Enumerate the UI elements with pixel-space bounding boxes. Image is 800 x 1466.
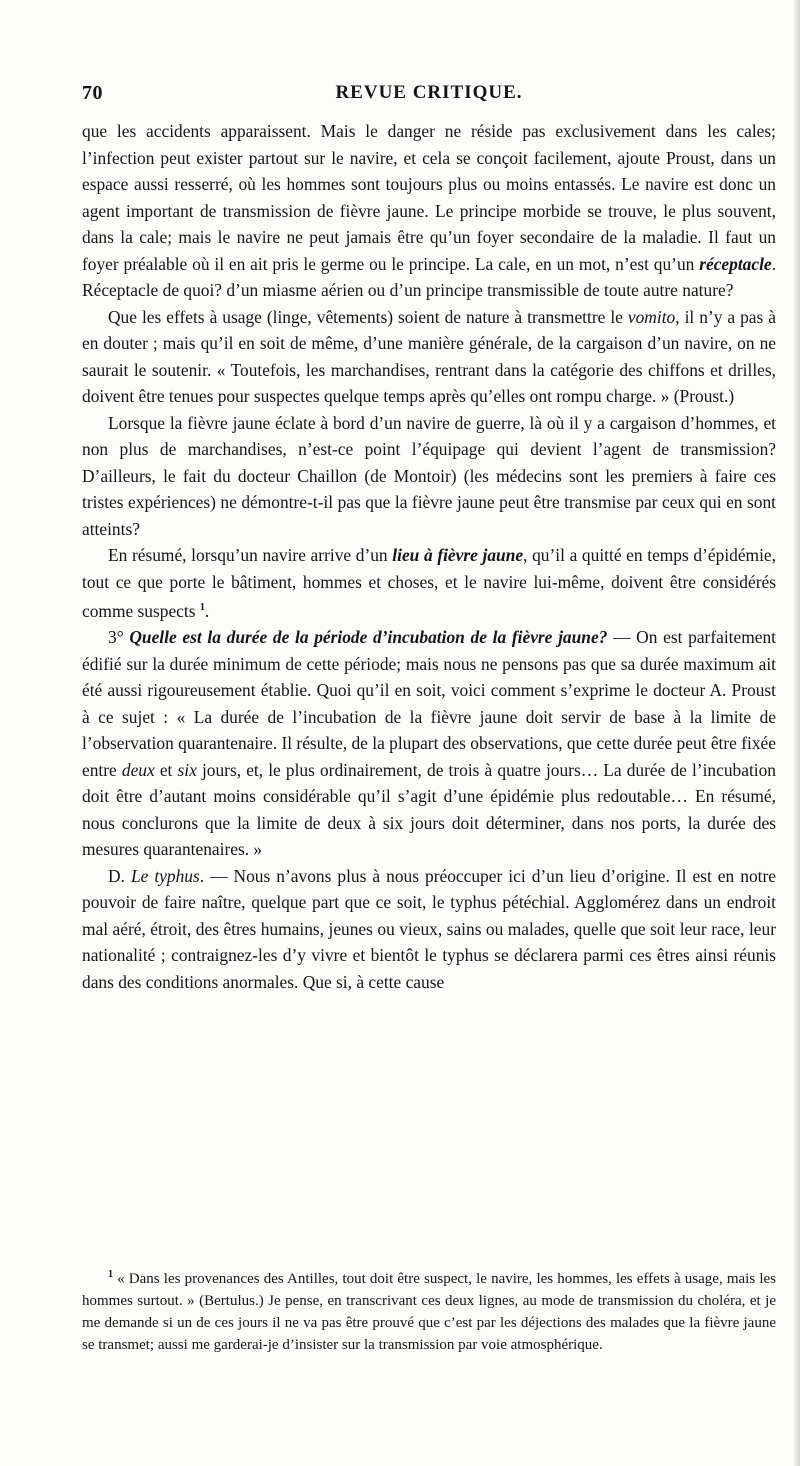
page-edge-shadow [794, 0, 800, 1466]
emphasis-lieu-fievre-jaune: lieu à fièvre jaune [392, 545, 524, 565]
footnote-text: « Dans les provenances des Antilles, tout doit être suspect, le navire, les hommes, les effets à usage, mais les hommes surtout. » (Bertulus.) Je pense, en transcrivant ces deux lignes, au mode de transmission du choléra, et je me demande si un de ces jours il ne va pas être prouvé que c’est par les déjections des malades que la fièvre jaune se transmet; aussi me garderai-je d’insister sur la transmission par voie atmosphérique. [82, 1271, 776, 1353]
paragraph-4 [82, 542, 776, 624]
paragraph-3 [82, 410, 776, 543]
text-segment: . Réceptacle de quoi? d’un miasme aérien ou d’un principe transmissible de toute autre nature? [82, 253, 776, 300]
page-number: 70 [82, 82, 103, 104]
text-segment: que les accidents apparaissent. Mais le danger ne réside pas exclusivement dans les cales; l’infection peut exister partout sur le navire, et cela se conçoit facilement, ajoute Proust, dans un espace aussi resserré, où les hommes sont toujours plus ou moins entassés. Le navire est donc un agent important de transmission de fièvre jaune. Le principe morbide se trouve, le plus souvent, dans la cale; mais le navire ne peut jamais être qu’un foyer secondaire de la maladie. Il faut un foyer préalable où il en ait pris le germe ou le principe. La cale, en un mot, n’est qu’un [82, 121, 776, 274]
text-segment: Que les effets à usage (linge, vêtements) soient de nature à transmettre le [108, 306, 628, 327]
text-segment: , qu’il a quitté en temps d’épidémie, tout ce que porte le bâtiment, hommes et choses, et le navire lui-même, doivent être considérés comme suspects [82, 545, 776, 621]
footnote-1 [82, 1264, 776, 1356]
section-title-typhus: Le typhus [130, 865, 200, 886]
paragraph-2 [82, 304, 776, 410]
paragraph-5 [82, 624, 776, 863]
text-segment: . [204, 600, 210, 621]
text-segment: , il n’y a pas à en douter ; mais qu’il en soit de même, d’une manière générale, de la cargaison d’un navire, on ne saurait le soutenir. « Toutefois, les marchandises, rentrant dans la catégorie des chiffons et drilles, doivent être tenues pour suspectes quelque temps après qu’elles ont rompu charge. » (Proust.) [82, 306, 776, 406]
paragraph-6 [82, 863, 776, 996]
text-segment: Lorsque la fièvre jaune éclate à bord d’un navire de guerre, là où il y a cargaison d’hommes, et non plus de marchandises, n’est-ce point l’équipage qui devient l’agent de transmission? D’ailleurs, le fait du docteur Chaillon (de Montoir) (les médecins sont les premiers à faire ces tristes expériences) ne démontre-t-il pas que la fièvre jaune peut être transmise par ceux qui en sont atteints? [82, 412, 776, 539]
emphasis-six: six [177, 759, 197, 780]
text-segment: jours, et, le plus ordinairement, de trois à quatre jours… La durée de l’incubation doit être d’autant moins considérable qu’il s’agit d’une épidémie plus redoutable… En résumé, nous conclurons que la limite de deux à six jours doit déterminer, dans nos ports, la durée des mesures quarantenaires. » [82, 759, 777, 860]
emphasis-vomito: vomito [627, 306, 676, 327]
footnote-reference[interactable]: 1 [199, 602, 205, 613]
text-segment: En résumé, lorsqu’un navire arrive d’un [108, 545, 393, 565]
paragraph-1 [82, 118, 776, 304]
emphasis-receptacle: réceptacle [699, 253, 772, 274]
section-number: 3° [108, 627, 130, 648]
page-header [82, 82, 776, 108]
body-text [82, 118, 776, 995]
emphasis-deux: deux [121, 759, 155, 780]
footnote-marker: 1 [108, 1269, 113, 1280]
text-segment: — On est parfaitement édifié sur la durée minimum de cette période; mais nous ne pensons pas que sa durée maximum ait été aussi rigoureusement établie. Quoi qu’il en soit, voici comment s’exprime le docteur A. Proust à ce sujet : « La durée de l’incubation de la fièvre jaune doit servir de base à la limite de l’observation quarantenaire. Il résulte, de la plupart des observations, que cette durée peut être fixée entre [82, 627, 777, 780]
section-question: Quelle est la durée de la période d’incubation de la fièvre jaune? [129, 627, 608, 648]
running-head: REVUE CRITIQUE. [335, 82, 523, 103]
text-segment: et [154, 759, 178, 780]
text-segment: . — Nous n’avons plus à nous préoccuper ici d’un lieu d’origine. Il est en notre pouvoir de faire naître, quelque part que ce soit, le typhus pétéchial. Agglomérez dans un endroit mal aéré, étroit, des êtres humains, jeunes ou vieux, sains ou malades, quelle que soit leur race, leur nationalité ; contraignez-les d’y vivre et bientôt le typhus se déclarera parmi ces êtres ainsi réunis dans des conditions anormales. Que si, à cette cause [82, 865, 776, 992]
section-letter: D. [108, 865, 131, 886]
footnotes [82, 1264, 776, 1356]
